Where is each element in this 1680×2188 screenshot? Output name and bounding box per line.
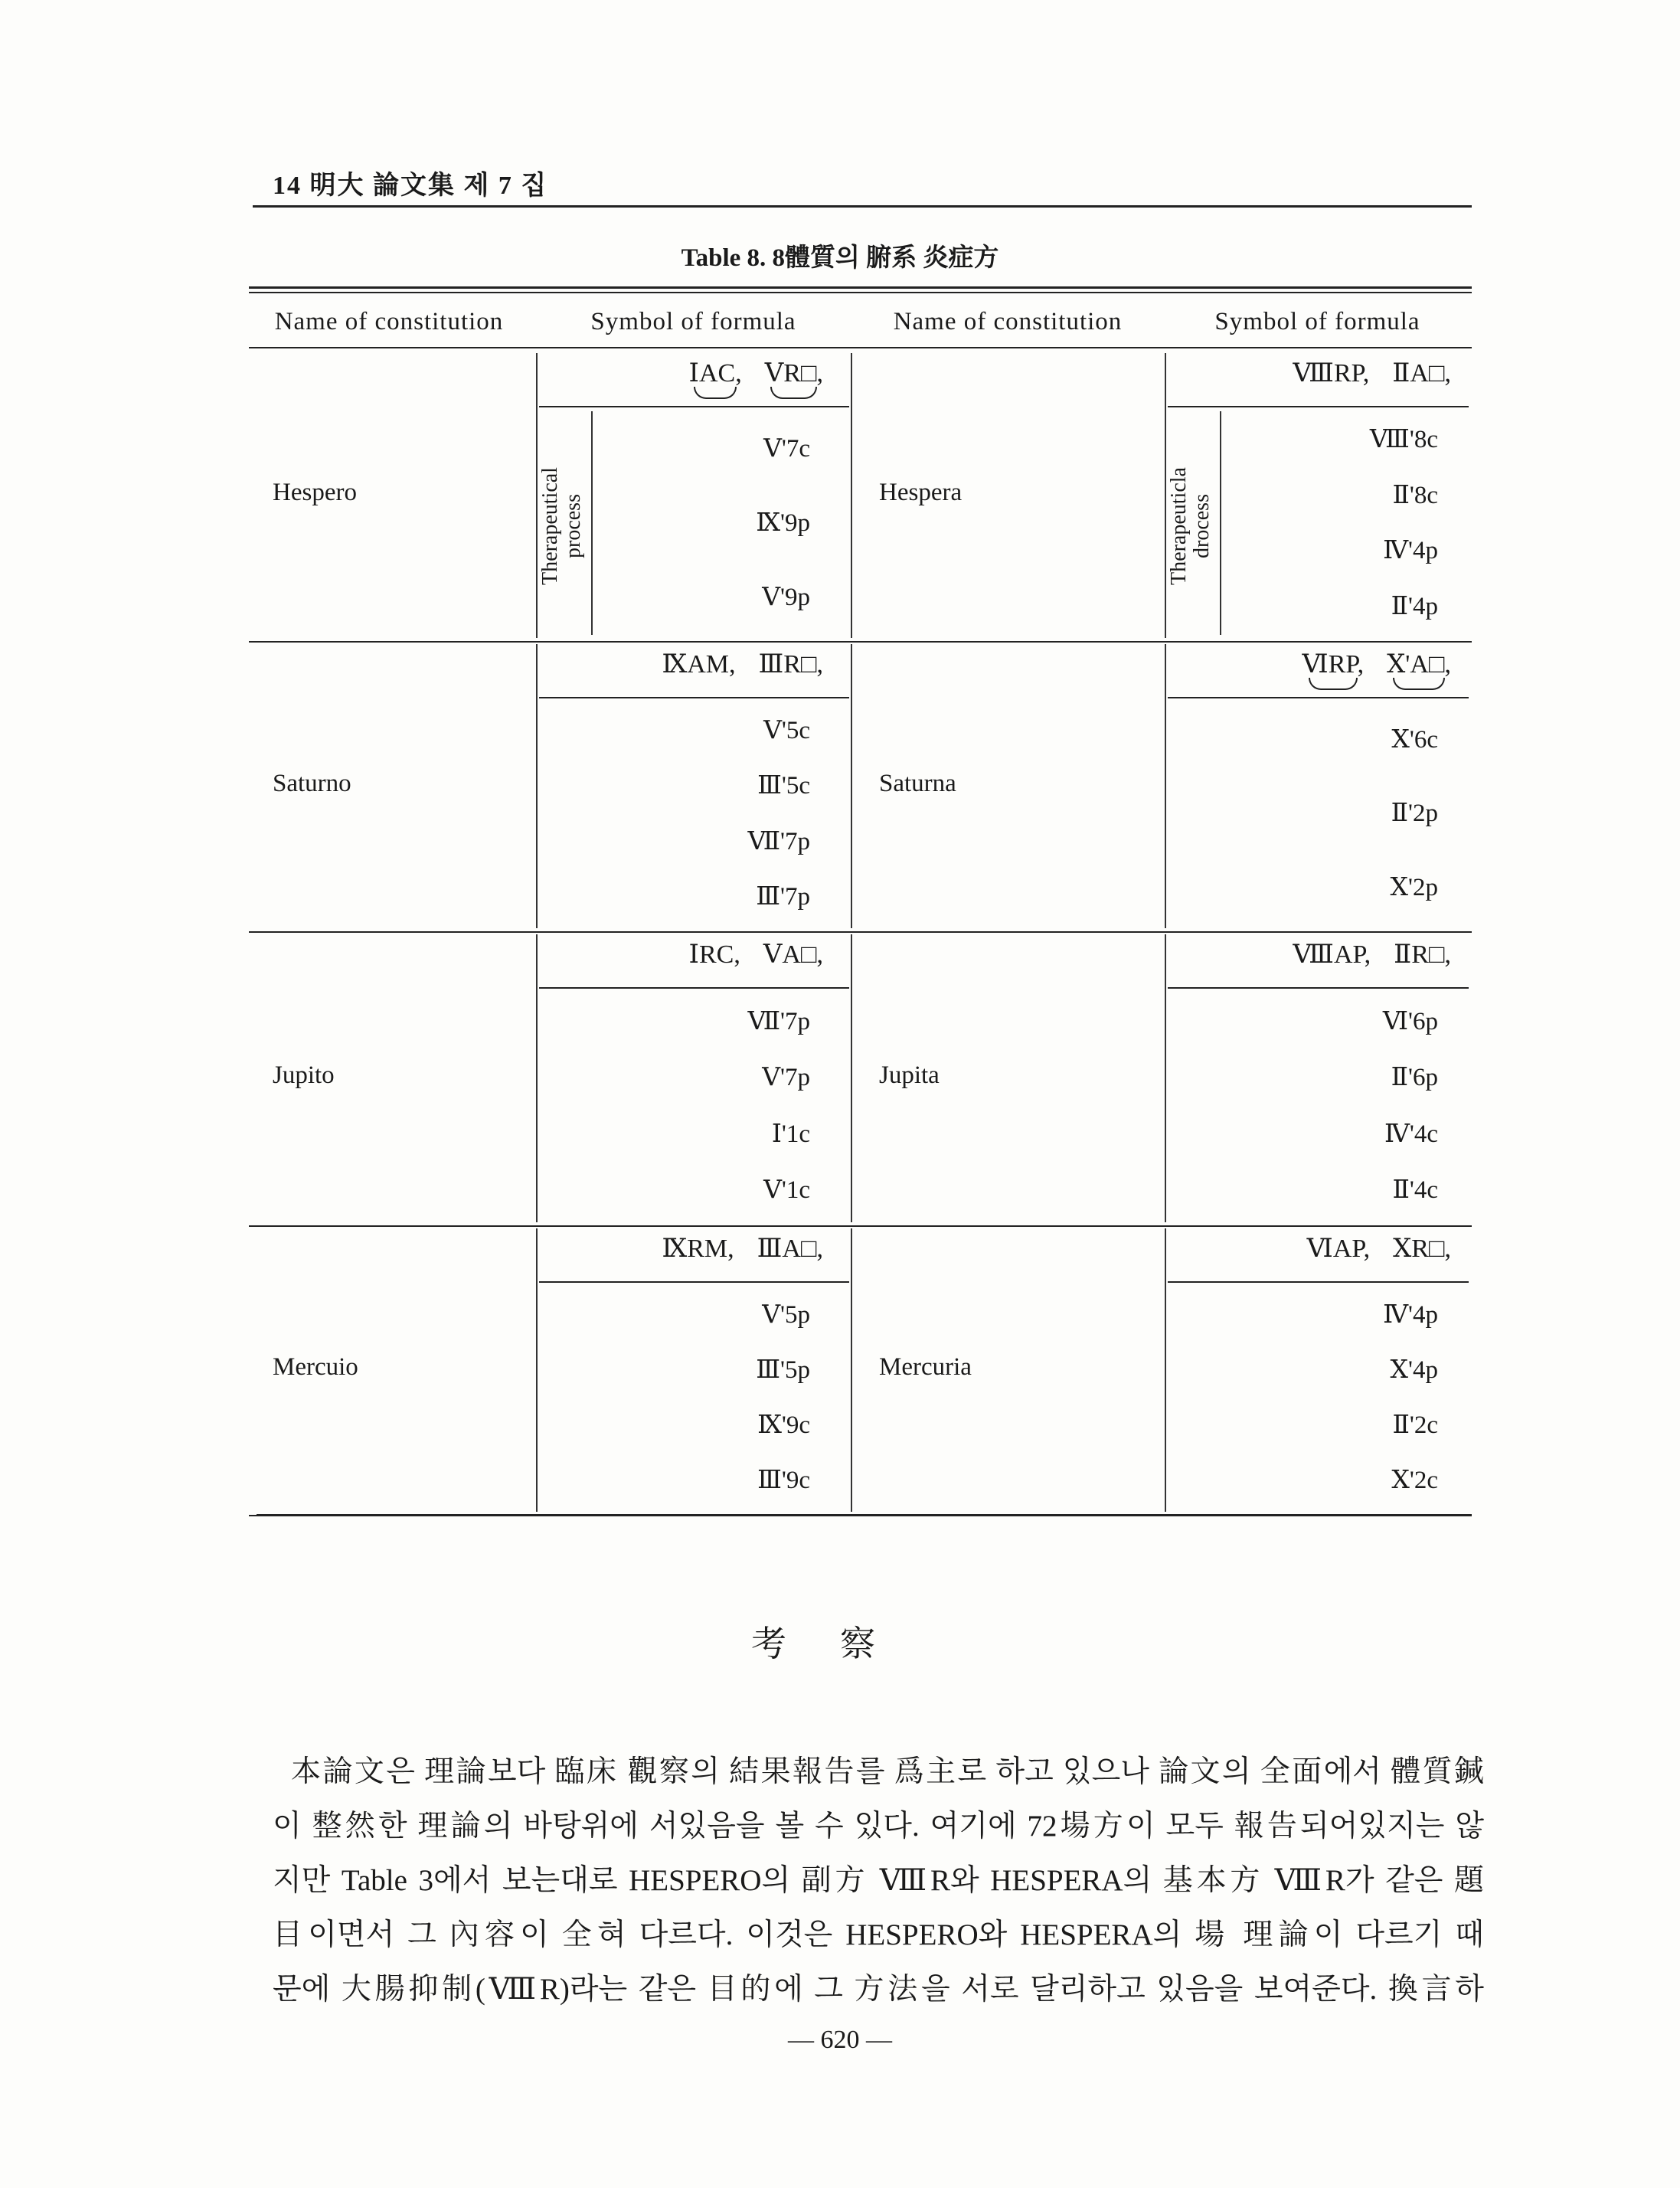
constitution-name: Hespera xyxy=(879,479,963,506)
formula-symbol xyxy=(1165,1233,1451,1264)
process-step: Ⅴ'7c xyxy=(763,435,810,463)
table-bottom-rule xyxy=(257,1514,1472,1516)
body-line: 이 整然한 理論의 바탕위에 서있음을 볼 수 있다. 여기에 72場方이 모두 報告되어있지는 않 xyxy=(273,1810,1484,1843)
process-step: Ⅴ'5p xyxy=(762,1301,810,1329)
header-bottom-rule xyxy=(249,347,1472,348)
row-group-rule xyxy=(249,641,1472,643)
constitution-name: Saturna xyxy=(879,769,956,797)
process-step: Ⅹ'6c xyxy=(1391,726,1438,754)
process-step: Ⅵ'6p xyxy=(1382,1007,1438,1035)
process-step: Ⅱ'6p xyxy=(1391,1064,1438,1092)
process-step: Ⅱ'4p xyxy=(1391,592,1438,620)
constitution-name: Mercuio xyxy=(273,1353,358,1381)
constitution-name: Mercuria xyxy=(879,1353,972,1381)
row-group-rule xyxy=(249,931,1472,933)
table-title: Table 8. 8體質의 腑系 炎症方 xyxy=(681,244,999,272)
process-steps xyxy=(1165,993,1438,1218)
formula-symbol xyxy=(1165,358,1451,388)
formula-part: ⅧAP, xyxy=(1293,940,1371,969)
formula-symbol xyxy=(536,1233,823,1264)
process-step: Ⅴ'5c xyxy=(763,717,810,745)
process-step: Ⅴ'1c xyxy=(763,1176,810,1205)
header-rule xyxy=(253,205,1472,208)
body-line: 지만 Table 3에서 보는대로 HESPERO의 副方 ⅧR와 HESPERA의 基本方 ⅧR가 같은 題 xyxy=(273,1864,1484,1897)
process-step: Ⅲ'5c xyxy=(757,772,810,800)
formula-part: ⅨAM, xyxy=(662,650,736,679)
formula-symbol xyxy=(536,939,823,970)
formula-rule xyxy=(539,697,849,698)
formula-symbol xyxy=(1165,939,1451,970)
process-step: Ⅱ'4c xyxy=(1392,1176,1438,1205)
process-label-line: process xyxy=(561,494,585,558)
process-step: Ⅴ'7p xyxy=(762,1064,810,1092)
process-steps xyxy=(536,1287,810,1507)
process-steps xyxy=(536,702,810,924)
formula-part: ⅤA□, xyxy=(763,940,823,969)
header-name-right: Name of constitution xyxy=(893,308,1123,335)
process-steps xyxy=(536,993,810,1218)
constitution-name: Jupito xyxy=(273,1061,335,1089)
process-label-line: Therapeuticla xyxy=(1167,467,1191,585)
process-step: Ⅰ'1c xyxy=(771,1120,810,1148)
table-top-rule-2 xyxy=(249,292,1472,293)
formula-part: ⅢR□, xyxy=(758,650,823,679)
process-step: Ⅸ'9p xyxy=(756,509,810,537)
formula-part: ⅠAC, xyxy=(688,359,742,388)
formula-part: ⅡA□, xyxy=(1392,359,1451,388)
process-steps xyxy=(536,411,810,633)
process-step: Ⅷ'8c xyxy=(1369,426,1438,454)
process-step: Ⅴ'9p xyxy=(762,583,810,611)
process-steps xyxy=(1165,1287,1438,1507)
formula-part: Ⅹ'A□, xyxy=(1387,650,1451,679)
header-symbol-right: Symbol of formula xyxy=(1214,308,1420,335)
formula-rule xyxy=(539,406,849,407)
formula-rule xyxy=(1168,697,1469,698)
running-header: 14 明大 論文集 제 7 집 xyxy=(273,172,548,200)
body-line: 문에 大腸抑制(ⅧR)라는 같은 目的에 그 方法을 서로 달리하고 있음을 보여준다. 換言하 xyxy=(273,1973,1484,2006)
formula-part: ⅥAP, xyxy=(1306,1235,1371,1263)
formula-symbol xyxy=(536,649,823,679)
process-step: Ⅹ'4p xyxy=(1390,1356,1438,1384)
formula-part: ⅧRP, xyxy=(1293,359,1370,388)
constitution-name: Hespero xyxy=(273,479,357,506)
body-line: 目이면서 그 內容이 全혀 다르다. 이것은 HESPERO와 HESPERA의 場 理論이 다르기 때 xyxy=(273,1918,1484,1951)
column-divider xyxy=(851,934,852,1222)
process-step: Ⅱ'8c xyxy=(1392,481,1438,509)
process-step: Ⅹ'2c xyxy=(1391,1467,1438,1494)
section-heading: 考察 xyxy=(751,1624,929,1663)
process-step: Ⅶ'7p xyxy=(747,1007,810,1035)
formula-rule xyxy=(1168,1281,1469,1283)
constitution-name: Jupita xyxy=(879,1061,940,1089)
process-step: Ⅲ'7p xyxy=(756,882,810,911)
page-number: — 620 — xyxy=(788,2026,892,2054)
column-divider xyxy=(851,353,852,638)
table-top-rule xyxy=(249,286,1472,289)
process-steps xyxy=(1165,411,1438,633)
formula-part: ⅩR□, xyxy=(1393,1235,1451,1263)
formula-rule xyxy=(1168,406,1469,407)
process-steps xyxy=(1165,702,1438,924)
process-step: Ⅳ'4p xyxy=(1383,1301,1438,1329)
process-step: Ⅲ'9c xyxy=(757,1467,810,1494)
formula-part: ⅥRP, xyxy=(1302,650,1365,679)
process-step: Ⅱ'2c xyxy=(1392,1411,1438,1439)
process-step: Ⅲ'5p xyxy=(756,1356,810,1384)
formula-part: ⅢA□, xyxy=(757,1235,823,1263)
formula-part: ⅠRC, xyxy=(688,940,740,969)
process-label-line: drocess xyxy=(1190,494,1214,558)
formula-symbol xyxy=(536,358,823,388)
process-step: Ⅳ'4p xyxy=(1383,537,1438,565)
column-divider xyxy=(851,644,852,928)
formula-part: ⅨRM, xyxy=(662,1235,734,1263)
body-line: 本論文은 理論보다 臨床 觀察의 結果報告를 爲主로 하고 있으나 論文의 全面에서 體質鍼 xyxy=(291,1755,1484,1788)
process-step: Ⅱ'2p xyxy=(1391,800,1438,828)
formula-symbol xyxy=(1165,649,1451,679)
constitution-name: Saturno xyxy=(273,769,351,797)
formula-rule xyxy=(1168,987,1469,989)
process-label-line: Therapeutical xyxy=(538,467,562,585)
process-step: Ⅳ'4c xyxy=(1384,1120,1438,1148)
formula-rule xyxy=(539,987,849,989)
formula-part: ⅡR□, xyxy=(1394,940,1451,969)
header-name-left: Name of constitution xyxy=(274,308,504,335)
formula-rule xyxy=(539,1281,849,1283)
process-step: Ⅸ'9c xyxy=(757,1411,810,1439)
header-symbol-left: Symbol of formula xyxy=(590,308,796,335)
process-step: Ⅹ'2p xyxy=(1390,873,1438,901)
row-group-rule xyxy=(249,1225,1472,1227)
column-divider xyxy=(851,1228,852,1512)
process-step: Ⅶ'7p xyxy=(747,827,810,855)
formula-part: ⅤR□, xyxy=(764,359,823,388)
